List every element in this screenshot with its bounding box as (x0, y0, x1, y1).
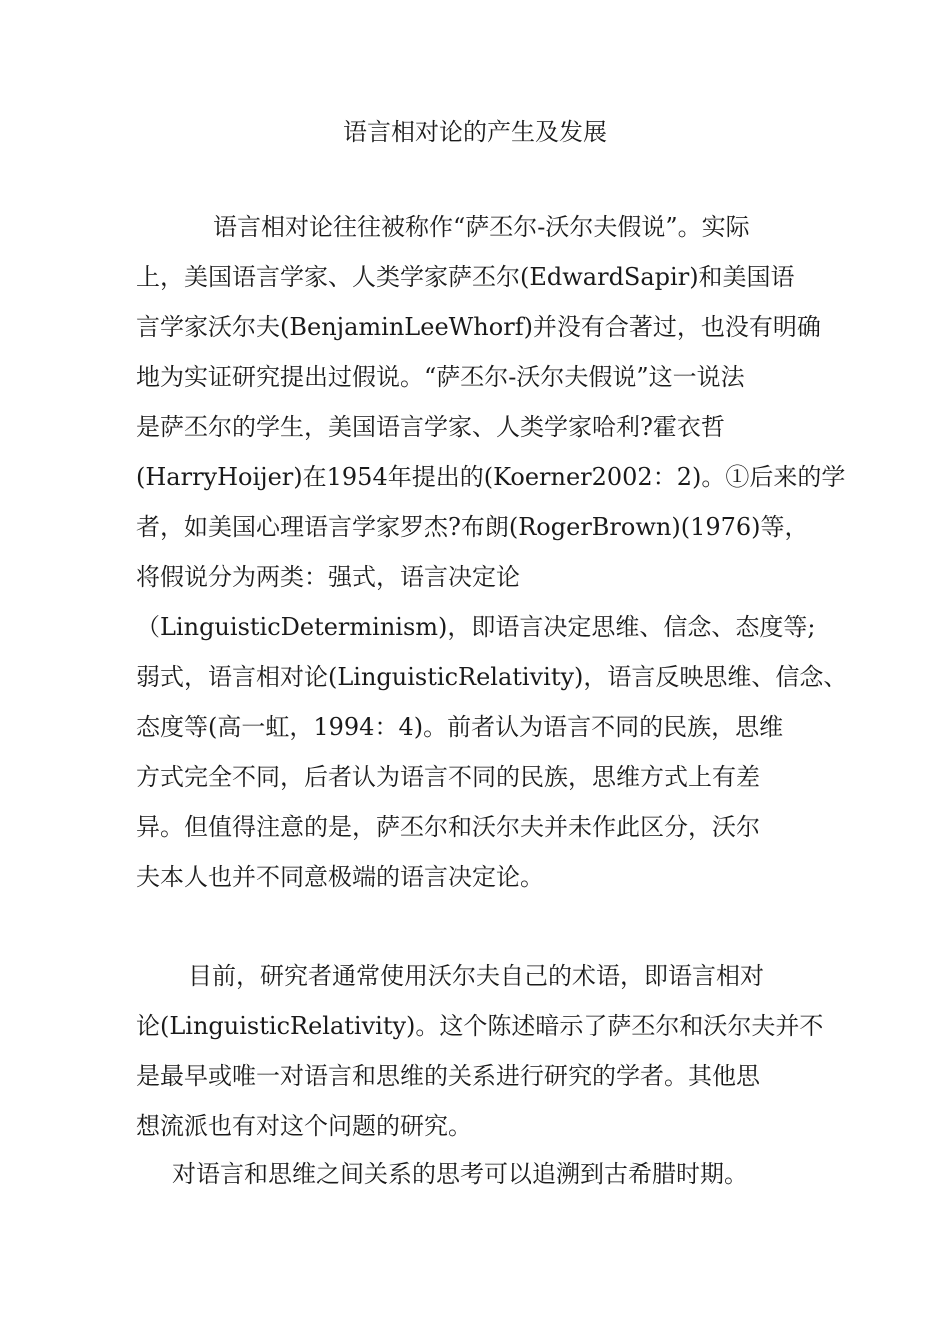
paragraph-1-line: 上，美国语言学家、人类学家萨丕尔(EdwardSapir)和美国语 (136, 263, 795, 291)
paragraph-2-line: 想流派也有对这个问题的研究。 (136, 1112, 472, 1140)
paragraph-1-line: 夫本人也并不同意极端的语言决定论。 (136, 863, 544, 891)
paragraph-2-line: 是最早或唯一对语言和思维的关系进行研究的学者。其他思 (136, 1062, 760, 1090)
document-title: 语言相对论的产生及发展 (343, 118, 607, 146)
paragraph-3-line: 对语言和思维之间关系的思考可以追溯到古希腊时期。 (172, 1160, 748, 1188)
paragraph-1-line: (HarryHoijer)在1954年提出的(Koerner2002：2)。①后来的学 (136, 463, 846, 491)
paragraph-1-line: 地为实证研究提出过假说。“萨丕尔-沃尔夫假说”这一说法 (136, 363, 745, 391)
paragraph-1-line: 方式完全不同，后者认为语言不同的民族，思维方式上有差 (136, 763, 760, 791)
paragraph-1-line: 言学家沃尔夫(BenjaminLeeWhorf)并没有合著过，也没有明确 (136, 313, 821, 341)
paragraph-1-line: 语言相对论往往被称作“萨丕尔-沃尔夫假说”。实际 (213, 213, 750, 241)
paragraph-1-line: 将假说分为两类：强式，语言决定论 (136, 563, 520, 591)
paragraph-1-line: 态度等(高一虹，1994：4)。前者认为语言不同的民族，思维 (136, 713, 784, 741)
paragraph-1-line: 弱式，语言相对论(LinguisticRelativity)，语言反映思维、信念、 (136, 663, 848, 691)
paragraph-1-line: 异。但值得注意的是，萨丕尔和沃尔夫并未作此区分，沃尔 (136, 813, 760, 841)
paragraph-1-line: （LinguisticDeterminism)，即语言决定思维、信念、态度等; (136, 613, 816, 641)
paragraph-1-line: 是萨丕尔的学生，美国语言学家、人类学家哈利?霍衣哲 (136, 413, 725, 441)
paragraph-2-line: 论(LinguisticRelativity)。这个陈述暗示了萨丕尔和沃尔夫并不 (136, 1012, 824, 1040)
paragraph-1-line: 者，如美国心理语言学家罗杰?布朗(RogerBrown)(1976)等， (136, 513, 809, 541)
paragraph-2-line: 目前，研究者通常使用沃尔夫自己的术语，即语言相对 (188, 962, 764, 990)
